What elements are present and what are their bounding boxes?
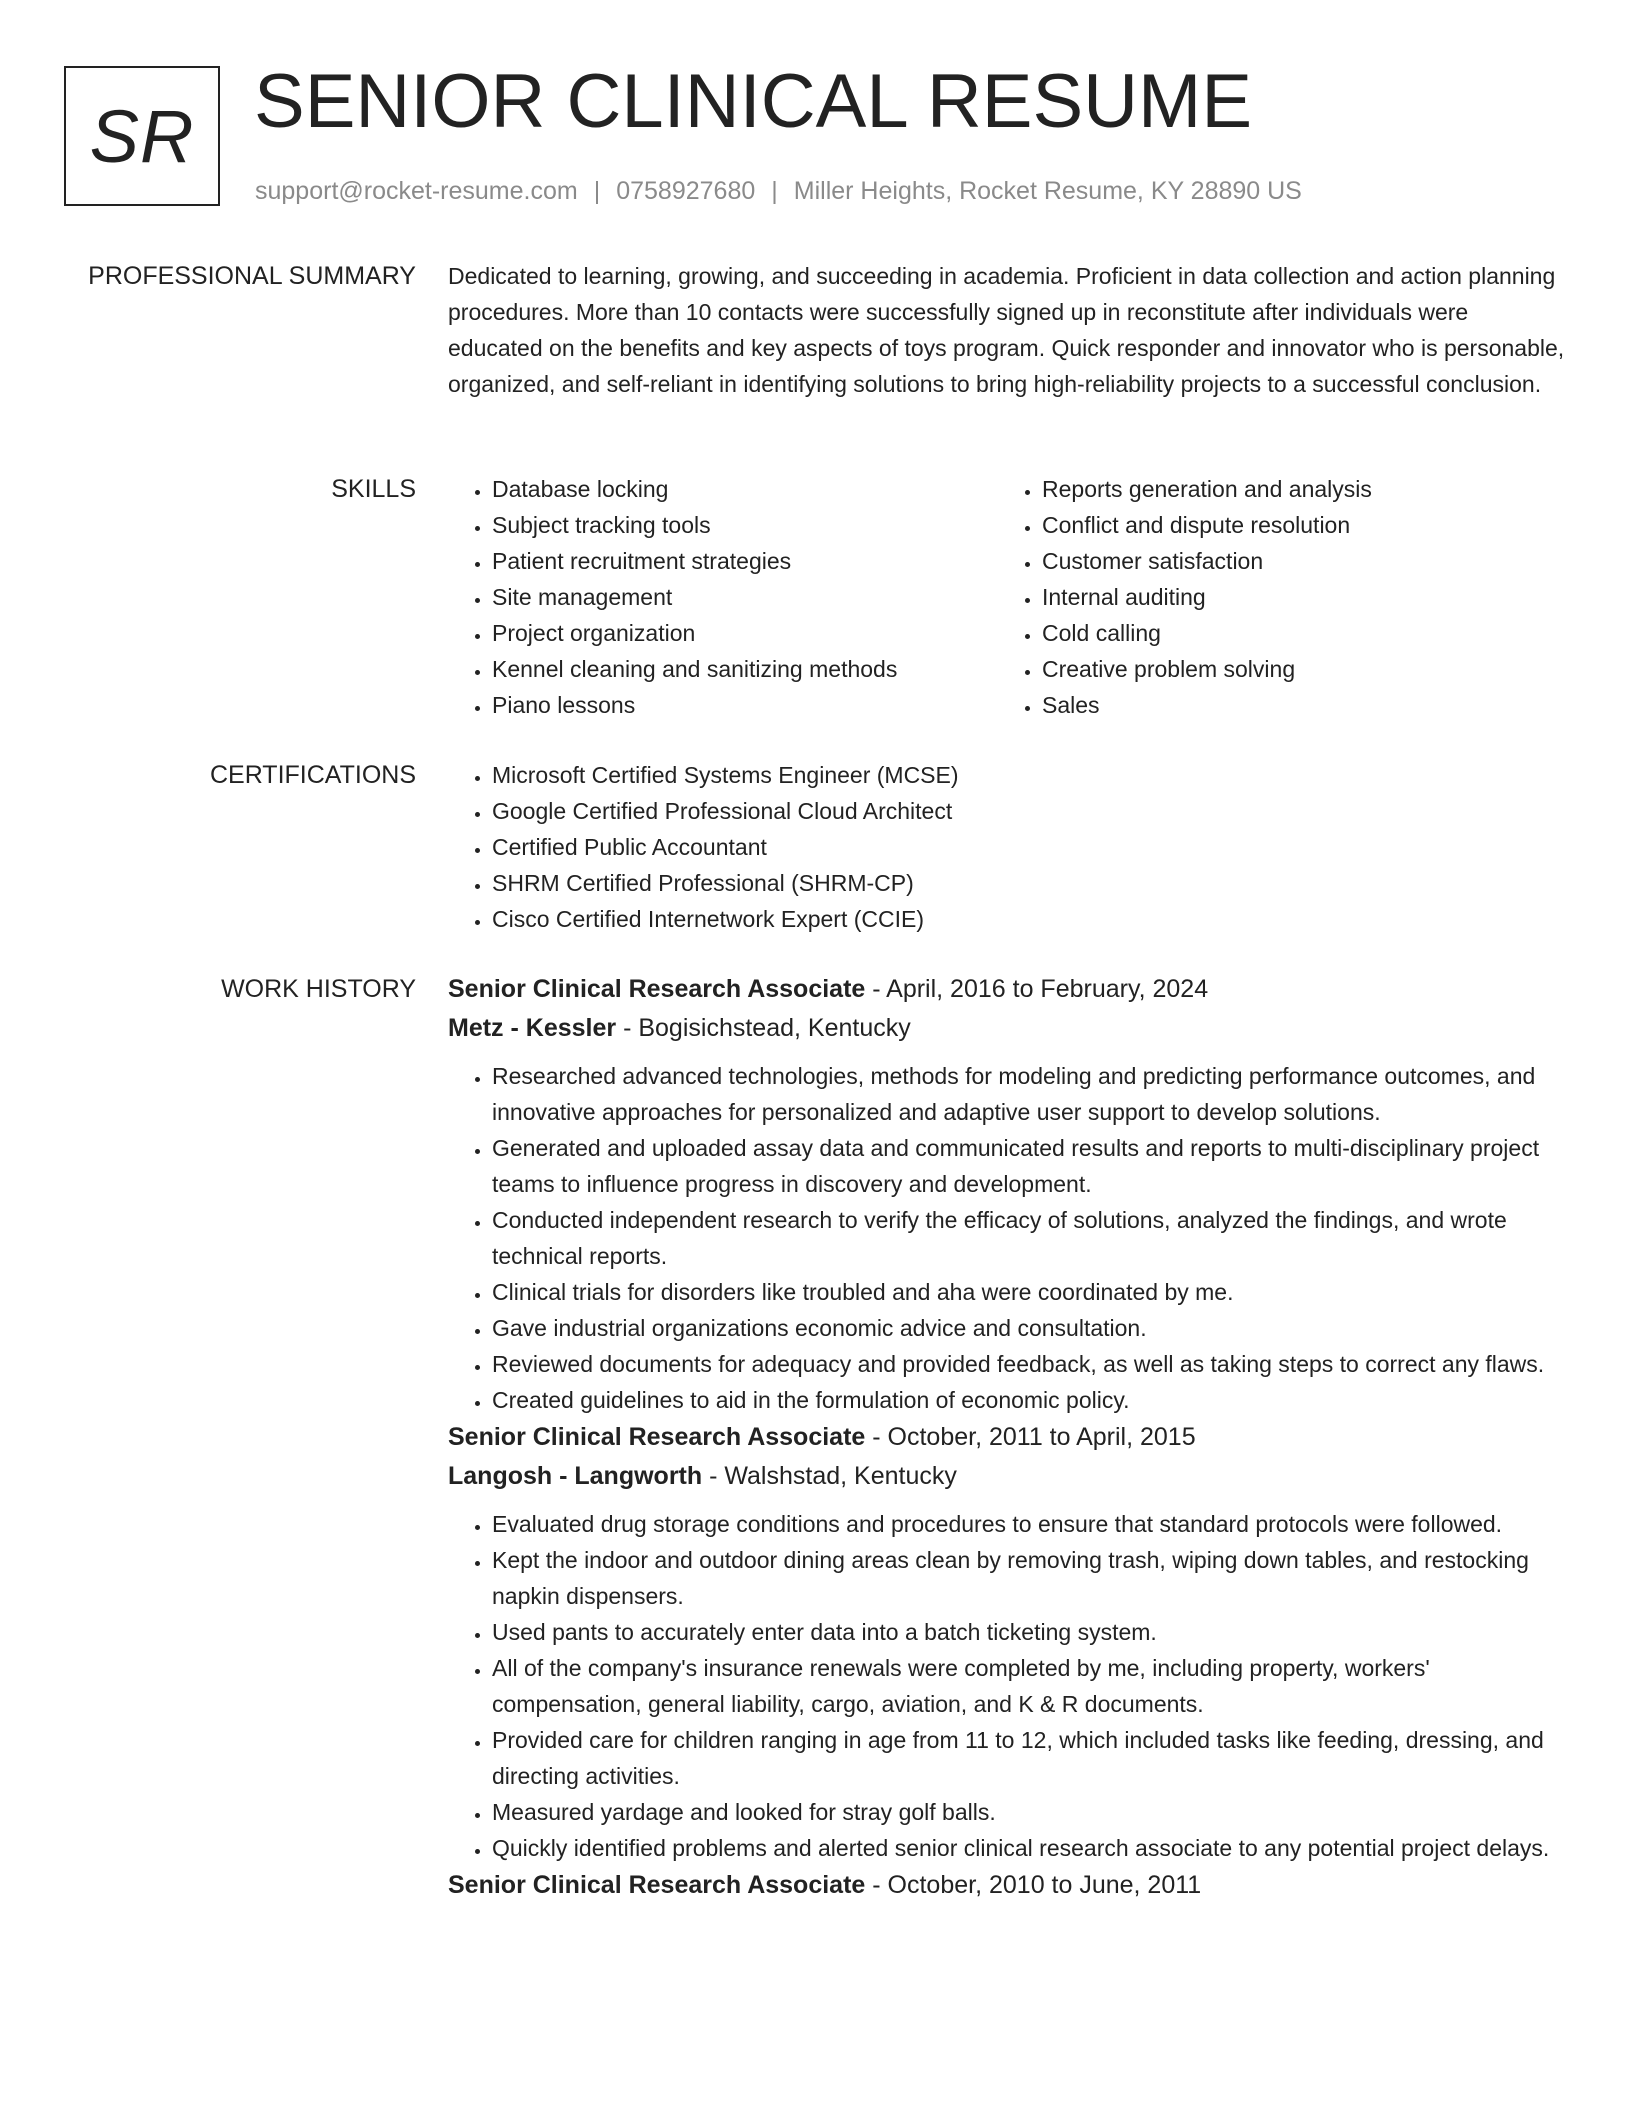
job-dates: - October, 2010 to June, 2011 — [872, 1871, 1202, 1899]
contact-line — [255, 174, 1302, 208]
contact-separator: | — [771, 177, 778, 205]
job-bullets — [448, 1506, 1568, 1866]
contact-separator: | — [593, 177, 601, 205]
work-history-heading: WORK HISTORY — [221, 975, 416, 1003]
skills-list-right — [998, 471, 1548, 723]
job-bullet: • Quickly identified problems and alerted senior clinical research associate to any potential project delays. — [492, 1830, 1568, 1866]
job-bullet: • Conducted independent research to verify the efficacy of solutions, analyzed the findings, and wrote technical reports. — [492, 1202, 1568, 1274]
job-title-line — [448, 1418, 1568, 1456]
skill-item: • Site management — [492, 579, 998, 615]
skill-item: • Project organization — [492, 615, 998, 651]
skill-item: • Cold calling — [1042, 615, 1548, 651]
certifications-section — [448, 757, 1568, 937]
job-entry — [448, 970, 1568, 1418]
contact-email[interactable]: support@rocket-resume.com — [255, 177, 578, 205]
job-bullet: • Kept the indoor and outdoor dining areas clean by removing trash, wiping down tables, and restocking napkin dispensers. — [492, 1542, 1568, 1614]
job-bullet: • Evaluated drug storage conditions and procedures to ensure that standard protocols were followed. — [492, 1506, 1568, 1542]
skill-item: • Patient recruitment strategies — [492, 543, 998, 579]
skill-item: • Customer satisfaction — [1042, 543, 1548, 579]
certification-item: • Google Certified Professional Cloud Architect — [492, 793, 1568, 829]
job-bullet: • Clinical trials for disorders like troubled and aha were coordinated by me. — [492, 1274, 1568, 1310]
summary-text: Dedicated to learning, growing, and succeeding in academia. Proficient in data collection and action planning procedures. More than 10 contacts were successfully signed up in reconstitute after individuals were educated on the benefits and key aspects of toys program. Quick responder and innovator who is personable, organized, and self-reliant in identifying solutions to bring high-reliability projects to a successful conclusion. — [448, 263, 1565, 397]
skill-item: • Database locking — [492, 471, 998, 507]
job-bullet: • Measured yardage and looked for stray golf balls. — [492, 1794, 1568, 1830]
job-bullet: • All of the company's insurance renewals were completed by me, including property, workers' compensation, general liability, cargo, aviation, and K & R documents. — [492, 1650, 1568, 1722]
job-company: Metz - Kessler — [448, 1014, 617, 1042]
job-dates: - April, 2016 to February, 2024 — [872, 975, 1209, 1003]
contact-address: Miller Heights, Rocket Resume, KY 28890 US — [793, 177, 1302, 205]
contact-phone[interactable]: 0758927680 — [616, 177, 756, 205]
skills-list-left — [448, 471, 998, 723]
certifications-heading: CERTIFICATIONS — [209, 761, 416, 789]
job-title: Senior Clinical Research Associate — [448, 975, 866, 1003]
certification-item: • Certified Public Accountant — [492, 829, 1568, 865]
job-company-line — [448, 1456, 1568, 1496]
job-dates: - October, 2011 to April, 2015 — [872, 1423, 1196, 1451]
job-bullet: • Gave industrial organizations economic advice and consultation. — [492, 1310, 1568, 1346]
summary-heading: PROFESSIONAL SUMMARY — [88, 262, 416, 290]
skill-item: • Creative problem solving — [1042, 651, 1548, 687]
job-title-line — [448, 1866, 1568, 1904]
job-bullet: • Researched advanced technologies, methods for modeling and predicting performance outcomes, and innovative approaches for personalized and adaptive user support to develop solutions. — [492, 1058, 1568, 1130]
skill-item: • Internal auditing — [1042, 579, 1548, 615]
job-bullet: • Provided care for children ranging in age from 11 to 12, which included tasks like feeding, dressing, and directing activities. — [492, 1722, 1568, 1794]
job-title: Senior Clinical Research Associate — [448, 1423, 866, 1451]
job-bullet: • Reviewed documents for adequacy and provided feedback, as well as taking steps to correct any flaws. — [492, 1346, 1568, 1382]
job-company: Langosh - Langworth — [448, 1462, 703, 1490]
resume-title: SENIOR CLINICAL RESUME — [254, 59, 1253, 144]
certifications-list — [448, 757, 1568, 937]
job-title: Senior Clinical Research Associate — [448, 1871, 866, 1899]
skill-item: • Kennel cleaning and sanitizing methods — [492, 651, 998, 687]
skill-item: • Conflict and dispute resolution — [1042, 507, 1548, 543]
skill-item: • Reports generation and analysis — [1042, 471, 1548, 507]
certification-item: • SHRM Certified Professional (SHRM-CP) — [492, 865, 1568, 901]
summary-section — [448, 258, 1568, 402]
work-history-section — [448, 970, 1568, 1904]
job-company-line — [448, 1008, 1568, 1048]
monogram-logo: SR — [64, 66, 220, 206]
job-location: - Walshstad, Kentucky — [709, 1462, 957, 1490]
skills-section — [448, 471, 1568, 723]
skill-item: • Piano lessons — [492, 687, 998, 723]
job-bullet: • Generated and uploaded assay data and communicated results and reports to multi-disciplinary project teams to influence progress in discovery and development. — [492, 1130, 1568, 1202]
job-bullet: • Used pants to accurately enter data into a batch ticketing system. — [492, 1614, 1568, 1650]
skill-item: • Subject tracking tools — [492, 507, 998, 543]
job-bullet: • Created guidelines to aid in the formulation of economic policy. — [492, 1382, 1568, 1418]
job-entry — [448, 1866, 1568, 1904]
job-bullets — [448, 1058, 1568, 1418]
skills-heading: SKILLS — [331, 475, 416, 503]
job-entry — [448, 1418, 1568, 1866]
skill-item: • Sales — [1042, 687, 1548, 723]
job-location: - Bogisichstead, Kentucky — [623, 1014, 911, 1042]
job-title-line — [448, 970, 1568, 1008]
certification-item: • Cisco Certified Internetwork Expert (CCIE) — [492, 901, 1568, 937]
certification-item: • Microsoft Certified Systems Engineer (MCSE) — [492, 757, 1568, 793]
